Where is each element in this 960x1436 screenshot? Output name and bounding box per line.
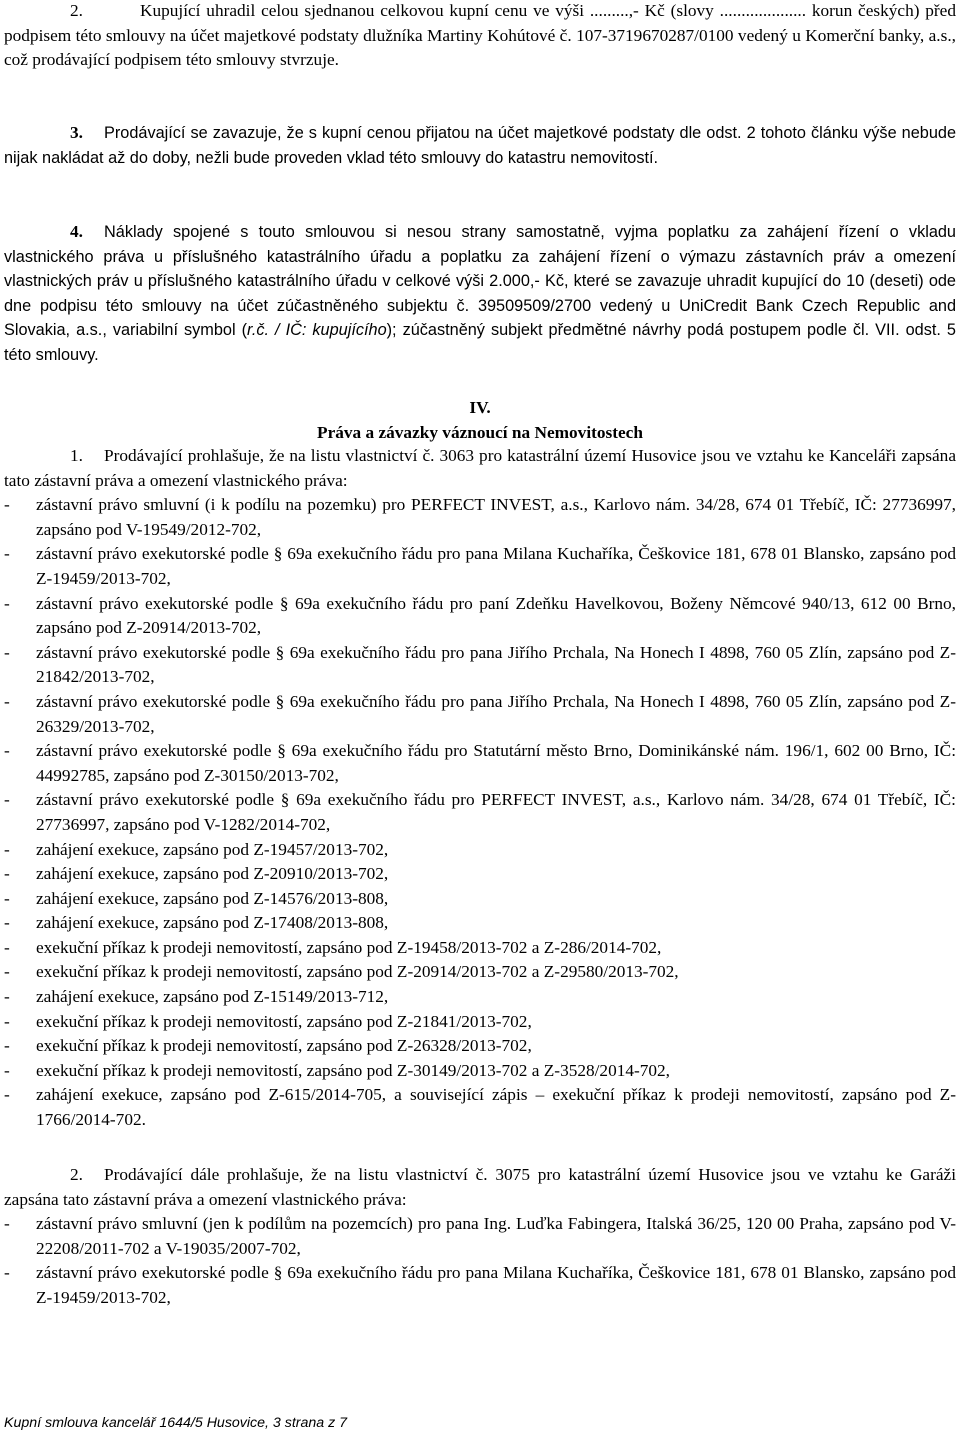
list-item xyxy=(4,493,956,542)
list-item xyxy=(4,1010,956,1035)
list-item xyxy=(4,838,956,863)
section-heading xyxy=(4,396,956,445)
list-item-text: zahájení exekuce, zapsáno pod Z-19457/2013-702, xyxy=(36,839,389,859)
paragraph-text: Prodávající se zavazuje, že s kupní cenou přijatou na účet majetkové podstaty dle odst. 2 tohoto článku výše nebude nijak nakládat až do doby, nežli bude proveden vklad této smlouvy do katastru nemovitostí. xyxy=(4,124,956,167)
list-dash: - xyxy=(4,987,10,1007)
list-item xyxy=(4,592,956,641)
list-item-text: zahájení exekuce, zapsáno pod Z-15149/2013-712, xyxy=(36,987,389,1007)
list-item-text: exekuční příkaz k prodeji nemovitostí, zapsáno pod Z-30149/2013-702 a Z-3528/2014-702, xyxy=(36,1060,670,1080)
list-dash: - xyxy=(4,937,10,957)
list-dash: - xyxy=(4,1085,10,1105)
list-dash: - xyxy=(4,544,10,564)
list-dash: - xyxy=(4,1036,10,1056)
list-item-text: zástavní právo exekutorské podle § 69a exekučního řádu pro paní Zdeňku Havelkovou, Boženy Němcové 940/13, 612 00 Brno, zapsáno pod Z-20914/2013-702, xyxy=(36,593,956,638)
paragraph-number: 2. xyxy=(70,1,83,20)
paragraph-3 xyxy=(4,121,956,170)
list-item-text: zástavní právo exekutorské podle § 69a exekučního řádu pro PERFECT INVEST, a.s., Karlovo nám. 34/28, 674 01 Třebíč, IČ: 27736997, zapsáno pod V-1282/2014-702, xyxy=(36,790,956,834)
list-item-text: zástavní právo exekutorské podle § 69a exekučního řádu pro Statutární město Brno, Dominikánské nám. 196/1, 602 00 Brno, IČ: 44992785, zapsáno pod Z-30150/2013-702, xyxy=(36,741,956,785)
list-item xyxy=(4,788,956,837)
list-item-text: exekuční příkaz k prodeji nemovitostí, zapsáno pod Z-19458/2013-702 a Z-286/2014-702, xyxy=(36,937,662,957)
list-item xyxy=(4,690,956,739)
list-item-text: exekuční příkaz k prodeji nemovitostí, zapsáno pod Z-26328/2013-702, xyxy=(36,1036,532,1056)
list-item-text: zástavní právo exekutorské podle § 69a exekučního řádu pro pana Milana Kuchaříka, Češkovice 181, 678 01 Blansko, zapsáno pod Z-19459/2013-702, xyxy=(36,1263,956,1307)
paragraph-number: 1. xyxy=(70,446,83,465)
list-item xyxy=(4,1261,956,1310)
list-dash: - xyxy=(4,593,10,613)
list-item xyxy=(4,739,956,788)
list-item xyxy=(4,911,956,936)
list-item xyxy=(4,1034,956,1059)
list-dash: - xyxy=(4,1214,10,1234)
paragraph-text: Prodávající prohlašuje, že na listu vlastnictví č. 3063 pro katastrální území Husovice jsou ve vztahu ke Kanceláři zapsána tato zástavní práva a omezení vlastnického práva: xyxy=(4,446,956,490)
list-item-text: zástavní právo exekutorské podle § 69a exekučního řádu pro pana Jiřího Prchala, Na Honech I 4898, 760 05 Zlín, zapsáno pod Z-21842/2013-702, xyxy=(36,642,956,687)
list-item-text: zástavní právo smluvní (jen k podílům na pozemcích) pro pana Ing. Luďka Fabingera, Italská 36/25, 120 00 Praha, zapsáno pod V-22208/2011-702 a V-19035/2007-702, xyxy=(36,1214,956,1258)
paragraph-number: 2. xyxy=(70,1165,83,1184)
list-item xyxy=(4,936,956,961)
list-item-text: zástavní právo exekutorské podle § 69a exekučního řádu pro pana Jiřího Prchala, Na Honech I 4898, 760 05 Zlín, zapsáno pod Z-26329/2013-702, xyxy=(36,691,956,736)
list-item-text: exekuční příkaz k prodeji nemovitostí, zapsáno pod Z-20914/2013-702 a Z-29580/2013-702, xyxy=(36,962,679,982)
placeholder-italic: r.č. / IČ: kupujícího xyxy=(247,321,387,339)
list-item-text: zahájení exekuce, zapsáno pod Z-615/2014-705, a související zápis – exekuční příkaz k prodeji nemovitostí, zapsáno pod Z-1766/2014-702. xyxy=(36,1085,956,1130)
paragraph-number: 4. xyxy=(70,222,83,241)
paragraph-text: Kupující uhradil celou sjednanou celkovou kupní cenu ve výši .........,- Kč (slovy .................... korun českých) před podpisem této smlouvy na účet majetkové podstaty dlužníka Martiny Kohútové č. 107-3719670287/0100 vedený u Komerční banky, a.s., což prodávající podpisem této smlouvy stvrzuje. xyxy=(4,1,956,70)
paragraph-number: 3. xyxy=(70,123,83,142)
list-dash: - xyxy=(4,495,10,515)
list-item-text: zahájení exekuce, zapsáno pod Z-14576/2013-808, xyxy=(36,888,389,908)
list-item xyxy=(4,1083,956,1132)
list-item xyxy=(4,887,956,912)
list-item xyxy=(4,960,956,985)
list-item xyxy=(4,641,956,690)
encumbrance-list-1 xyxy=(4,493,956,1132)
list-item xyxy=(4,1059,956,1084)
list-dash: - xyxy=(4,913,10,933)
section4-paragraph-2 xyxy=(4,1163,956,1311)
page-footer: Kupní smlouva kancelář 1644/5 Husovice, 3 strana z 7 xyxy=(4,1415,348,1431)
list-dash: - xyxy=(4,888,10,908)
section-title: Práva a závazky váznoucí na Nemovitostech xyxy=(317,422,643,442)
list-dash: - xyxy=(4,962,10,982)
list-item xyxy=(4,862,956,887)
paragraph-text: Náklady spojené s touto smlouvou si nesou strany samostatně, vyjma poplatku za zahájení řízení o vkladu vlastnického práva u příslušného katastrálního úřadu a poplatku za zahájení řízení o výmazu zástavních práv a omezení vlastnických práv u příslušného katastrálního úřadu v celkové výši 2.000,- Kč, které se zavazuje uhradit kupující do 10 (deseti) ode dne podpisu této smlouvy na účet zúčastněného subjektu č. 39509509/2700 vedený u UniCredit Bank Czech Republic and Slovakia, a.s., variabilní symbol (r.č. / IČ: kupujícího); zúčastněný subjekt předmětné návrhy podá postupem podle čl. VII. odst. 5 této smlouvy. xyxy=(4,223,956,364)
list-dash: - xyxy=(4,741,10,761)
list-item-text: zástavní právo smluvní (i k podílu na pozemku) pro PERFECT INVEST, a.s., Karlovo nám. 34/28, 674 01 Třebíč, IČ: 27736997, zapsáno pod V-19549/2012-702, xyxy=(36,495,956,539)
list-dash: - xyxy=(4,691,10,711)
section-number: IV. xyxy=(469,398,491,417)
encumbrance-list-2 xyxy=(4,1212,956,1310)
section4-paragraph-1 xyxy=(4,444,956,1133)
list-item-text: zahájení exekuce, zapsáno pod Z-20910/2013-702, xyxy=(36,864,389,884)
list-item-text: exekuční příkaz k prodeji nemovitostí, zapsáno pod Z-21841/2013-702, xyxy=(36,1011,532,1031)
list-dash: - xyxy=(4,790,10,810)
list-dash: - xyxy=(4,642,10,662)
list-item-text: zástavní právo exekutorské podle § 69a exekučního řádu pro pana Milana Kuchaříka, Češkovice 181, 678 01 Blansko, zapsáno pod Z-19459/2013-702, xyxy=(36,544,956,588)
paragraph-text: Prodávající dále prohlašuje, že na listu vlastnictví č. 3075 pro katastrální území Husovice jsou ve vztahu ke Garáži zapsána tato zástavní práva a omezení vlastnického práva: xyxy=(4,1165,956,1209)
list-item xyxy=(4,1212,956,1261)
list-dash: - xyxy=(4,1060,10,1080)
list-dash: - xyxy=(4,1263,10,1283)
list-item-text: zahájení exekuce, zapsáno pod Z-17408/2013-808, xyxy=(36,913,389,933)
list-item xyxy=(4,985,956,1010)
paragraph-2 xyxy=(4,0,956,73)
list-dash: - xyxy=(4,1011,10,1031)
list-dash: - xyxy=(4,864,10,884)
list-item xyxy=(4,542,956,591)
paragraph-4 xyxy=(4,220,956,367)
list-dash: - xyxy=(4,839,10,859)
